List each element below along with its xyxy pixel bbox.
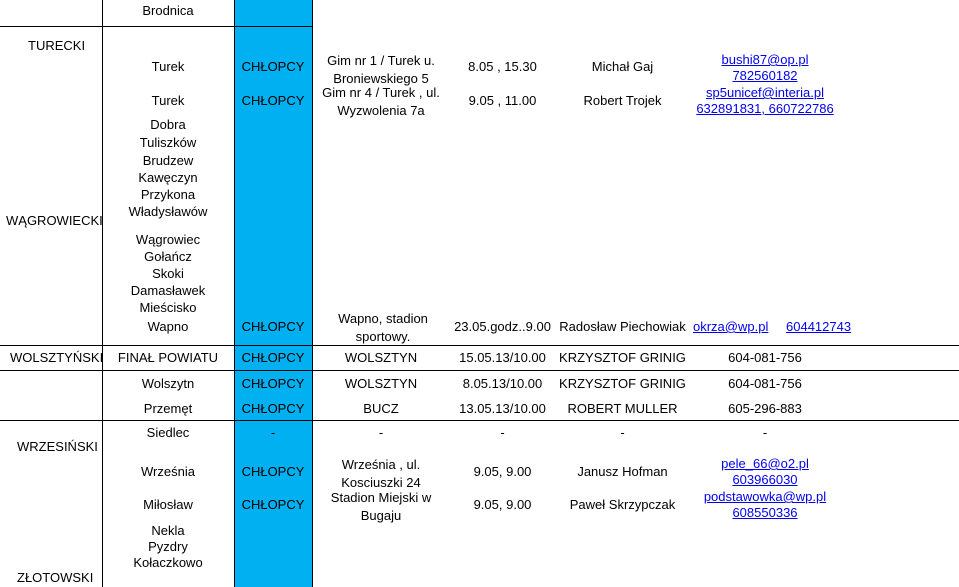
organizer-label: Paweł Skrzypczak	[569, 497, 676, 512]
town-label: Miłosław	[143, 497, 193, 512]
district-wagrowiecki: WĄGROWIECKI	[6, 213, 103, 228]
town-label: Siedlec	[146, 425, 190, 440]
category-label: CHŁOPCY	[241, 497, 305, 512]
organizer-label: ROBERT MULLER	[567, 401, 678, 416]
phone-label: 604-081-756	[728, 376, 802, 391]
town-label: Damasławek	[130, 283, 206, 298]
grid-line	[0, 345, 959, 346]
district-wrzesinski: WRZESIŃSKI	[17, 439, 98, 454]
district-turecki: TURECKI	[28, 38, 86, 53]
phone-label: 605-296-883	[728, 401, 802, 416]
category-label: CHŁOPCY	[241, 93, 305, 108]
date-label: 13.05.13/10.00	[459, 401, 546, 416]
phone-link[interactable]: 782560182	[732, 68, 798, 83]
date-label: 8.05.13/10.00	[462, 376, 543, 391]
town-label: Brudzew	[142, 153, 194, 168]
email-link[interactable]: bushi87@op.pl	[721, 52, 809, 67]
town-label: Dobra	[150, 117, 186, 132]
venue-label: Września , ul. Kosciuszki 24	[341, 457, 421, 490]
email-link[interactable]: podstawowka@wp.pl	[703, 489, 827, 504]
town-label: Przemęt	[143, 401, 193, 416]
email-link[interactable]: pele_66@o2.pl	[721, 456, 809, 471]
town-label: Mieścisko	[139, 300, 197, 315]
date-label: -	[500, 425, 505, 440]
venue-label: Stadion Miejski w Bugaju	[330, 490, 432, 523]
town-label: Nekla	[151, 523, 185, 538]
town-label: FINAŁ POWIATU	[117, 350, 219, 365]
town-label: Tuliszków	[139, 135, 197, 150]
venue-label: -	[378, 425, 384, 440]
grid-line	[102, 26, 312, 27]
organizer-label: KRZYSZTOF GRINIG	[559, 350, 686, 365]
date-label: 9.05, 9.00	[473, 497, 532, 512]
phone-link[interactable]: 604412743	[786, 319, 852, 334]
email-link[interactable]: sp5unicef@interia.pl	[706, 85, 824, 100]
district-zlotowski: ZŁOTOWSKI	[17, 570, 94, 585]
date-label: 15.05.13/10.00	[459, 350, 546, 365]
phone-link[interactable]: 632891831, 660722786	[696, 101, 834, 116]
phone-label: -	[762, 425, 768, 440]
organizer-label: KRZYSZTOF GRINIG	[559, 376, 686, 391]
organizer-label: -	[620, 425, 625, 440]
category-label: CHŁOPCY	[241, 464, 305, 479]
phone-link[interactable]: 608550336	[732, 505, 798, 520]
category-label: CHŁOPCY	[241, 350, 305, 365]
town-label: Kawęczyn	[138, 170, 198, 185]
category-label: CHŁOPCY	[241, 59, 305, 74]
town-label: Pyzdry	[148, 539, 188, 554]
venue-label: Wapno, stadion sportowy.	[338, 311, 428, 344]
grid-line	[0, 420, 959, 421]
venue-label: Gim nr 1 / Turek u. Broniewskiego 5	[327, 53, 435, 86]
phone-link[interactable]: 603966030	[732, 472, 798, 487]
organizer-label: Janusz Hofman	[577, 464, 668, 479]
date-label: 9.05 , 11.00	[468, 93, 537, 108]
grid-line	[0, 26, 102, 27]
venue-label: BUCZ	[363, 401, 399, 416]
phone-label: 604-081-756	[728, 350, 802, 365]
town-label: Turek	[151, 93, 185, 108]
town-label: Wapno	[147, 319, 189, 334]
town-label: Kołaczkowo	[133, 555, 203, 570]
organizer-label: Michał Gaj	[591, 59, 654, 74]
category-label: CHŁOPCY	[241, 376, 305, 391]
grid-line	[0, 370, 959, 371]
town-label: Września	[141, 464, 195, 479]
district-wolsztynski: WOLSZTYŃSKI	[10, 350, 104, 365]
town-label: Turek	[151, 59, 185, 74]
date-label: 23.05.godz..9.00	[454, 319, 551, 334]
town-brodnica: Brodnica	[142, 3, 194, 18]
category-column-fill	[234, 80, 312, 345]
town-label: Władysławów	[128, 204, 208, 219]
town-label: Wągrowiec	[135, 232, 201, 247]
town-label: Skoki	[152, 266, 184, 281]
date-label: 8.05 , 15.30	[468, 59, 537, 74]
date-label: 9.05, 9.00	[473, 464, 532, 479]
organizer-label: Robert Trojek	[583, 93, 662, 108]
category-label: -	[270, 425, 276, 440]
town-label: Gołańcz	[144, 249, 192, 264]
category-label: CHŁOPCY	[241, 401, 305, 416]
town-label: Przykona	[140, 187, 196, 202]
venue-label: WOLSZTYN	[344, 350, 418, 365]
venue-label: Gim nr 4 / Turek , ul. Wyzwolenia 7a	[322, 85, 440, 118]
email-link[interactable]: okrza@wp.pl	[693, 319, 769, 334]
category-label: CHŁOPCY	[241, 319, 305, 334]
organizer-label: Radosław Piechowiak	[559, 319, 686, 334]
town-label: Wolszytn	[141, 376, 195, 391]
venue-label: WOLSZTYN	[344, 376, 418, 391]
